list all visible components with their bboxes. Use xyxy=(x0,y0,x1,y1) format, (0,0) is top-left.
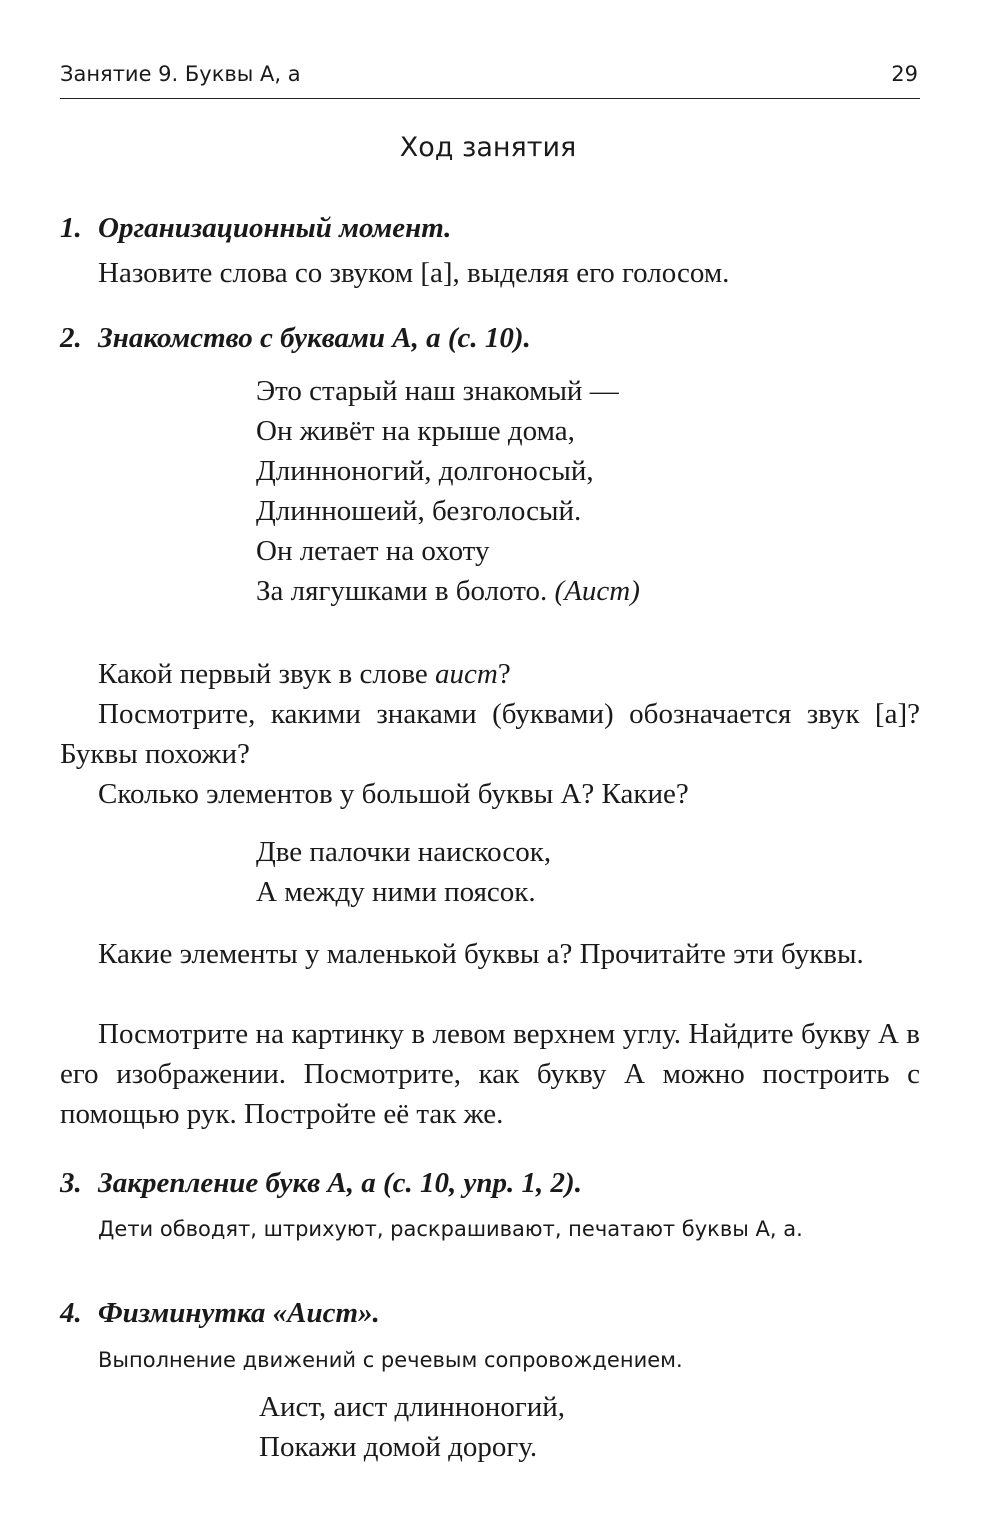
riddle-answer: (Аист) xyxy=(554,575,640,607)
riddle-poem xyxy=(256,371,640,611)
section-4-heading xyxy=(60,1297,380,1330)
question-2: Посмотрите, какими знаками (буквами) обозначается звук [а]? Буквы похожи? xyxy=(60,698,920,770)
poem-line: Длинношеий, безголосый. xyxy=(256,495,582,527)
section-2-heading xyxy=(60,322,531,355)
section-3-heading xyxy=(60,1167,582,1200)
poem-line: Аист, аист длинноногий, xyxy=(259,1391,566,1423)
poem-line-text: За лягушками в болото. xyxy=(256,575,548,607)
poem-line: Две палочки наискосок, xyxy=(256,836,552,868)
question-3: Сколько элементов у большой буквы А? Какие? xyxy=(98,778,689,810)
poem-line: Это старый наш знакомый — xyxy=(256,375,619,407)
section-1-heading xyxy=(60,212,451,245)
question-4: Какие элементы у маленькой буквы а? Прочитайте эти буквы. xyxy=(98,938,864,970)
section-2-number: 2. xyxy=(60,322,82,354)
question-1-text: Какой первый звук в слове xyxy=(98,658,435,690)
poem-line: Длинноногий, долгоносый, xyxy=(256,455,594,487)
section-3-title: Закрепление букв А, а (с. 10, упр. 1, 2). xyxy=(98,1167,582,1199)
section-2-title: Знакомство с буквами А, а (с. 10). xyxy=(98,322,531,354)
poem-line: Он живёт на крыше дома, xyxy=(256,415,575,447)
section-1-number: 1. xyxy=(60,212,82,244)
letter-poem xyxy=(256,832,551,912)
poem-line: Он летает на охоту xyxy=(256,535,490,567)
section-1-text: Назовите слова со звуком [а], выделяя его голосом. xyxy=(98,257,730,289)
section-3-number: 3. xyxy=(60,1167,82,1199)
question-1 xyxy=(98,654,511,694)
page-header xyxy=(60,58,920,99)
section-4-note: Выполнение движений с речевым сопровождением. xyxy=(98,1348,683,1372)
section-1-title: Организационный момент. xyxy=(98,212,452,244)
question-1-word: аист xyxy=(434,658,498,690)
page-number: 29 xyxy=(891,62,918,86)
section-4-title: Физминутка «Аист». xyxy=(98,1297,380,1329)
section-4-number: 4. xyxy=(60,1297,82,1329)
section-3-note: Дети обводят, штрихуют, раскрашивают, печатают буквы А, а. xyxy=(98,1217,803,1241)
page-title: Ход занятия xyxy=(399,132,577,163)
running-title: Занятие 9. Буквы А, а xyxy=(60,62,301,86)
poem-line: А между ними поясок. xyxy=(256,876,536,908)
exercise-poem xyxy=(259,1387,565,1467)
question-5: Посмотрите на картинку в левом верхнем углу. Найдите букву А в его изображении. Посмотрите, как букву А можно построить с помощью рук. Постройте её так же. xyxy=(60,1018,920,1130)
question-1-end: ? xyxy=(497,658,511,690)
poem-line: Покажи домой дорогу. xyxy=(259,1431,538,1463)
poem-line xyxy=(256,571,640,611)
